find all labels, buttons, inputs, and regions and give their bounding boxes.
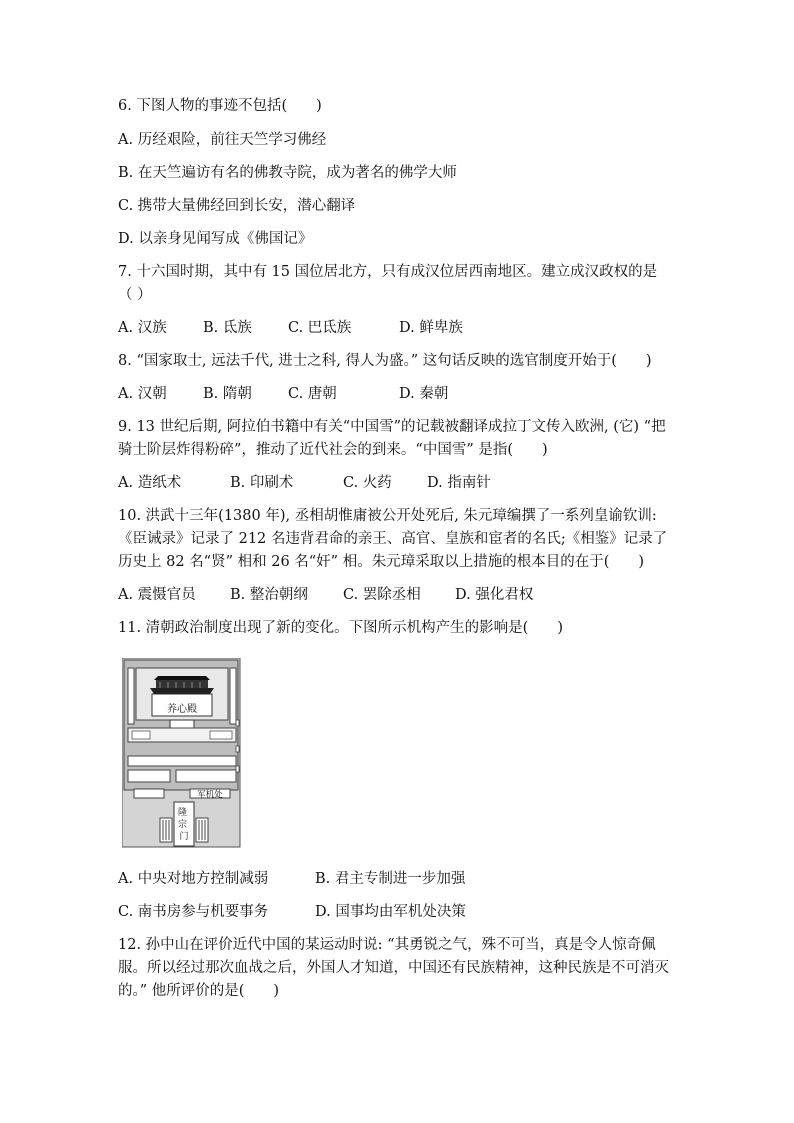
q8-option-d: D. 秦朝 (399, 386, 449, 402)
q12-stem-line1: 12. 孙中山在评价近代中国的某运动时说: “其勇锐之气，殊不可当，真是令人惊奇佩 (118, 937, 656, 953)
q11-stem: 11. 清朝政治制度出现了新的变化。下图所示机构产生的影响是( ) (118, 620, 563, 636)
hall-label: 养心殿 (167, 704, 197, 715)
q9-option-c: C. 火药 (343, 475, 392, 491)
q8-option-a: A. 汉朝 (118, 386, 167, 402)
palace-layout-svg (122, 658, 242, 848)
south-building (134, 789, 164, 798)
q8-option-c: C. 唐朝 (288, 386, 337, 402)
q6-option-a: A. 历经艰险，前往天竺学习佛经 (118, 132, 327, 148)
q6-stem: 6. 下图人物的事迹不包括( ) (118, 98, 322, 114)
q7-option-c: C. 巴氐族 (288, 320, 352, 336)
q11-option-c: C. 南书房参与机要事务 (118, 904, 269, 920)
gate-label-char1: 隆 (178, 808, 188, 818)
q8-stem: 8. “国家取士, 远法千代, 进士之科, 得人为盛。” 这句话反映的选官制度开始于( ) (118, 353, 652, 369)
long-building-2 (128, 770, 170, 782)
military-office-label: 军机处 (197, 790, 223, 800)
q9-option-d: D. 指南针 (427, 475, 491, 491)
hall-roof (150, 688, 214, 694)
svg-text:隆 宗 门 (178, 806, 190, 842)
hall-gate (170, 720, 194, 728)
long-building-1 (128, 756, 236, 766)
q8-option-b: B. 隋朝 (203, 386, 252, 402)
q7-option-a: A. 汉族 (118, 320, 167, 336)
gate-label-char3: 门 (179, 832, 189, 842)
q10-option-c: C. 罢除丞相 (343, 587, 421, 603)
q10-stem-line2: 《臣诫录》记录了 212 名违背君命的亲王、高官、皇族和宦者的名氏;《相鉴》记录了 (118, 531, 668, 547)
q10-stem-line3: 历史上 82 名“贤” 相和 26 名“奸” 相。朱元璋采取以上措施的根本目的在于( ) (118, 554, 645, 570)
q12-stem-line2: 服。所以经过那次血战之后，外国人才知道，中国还有民族精神，这种民族是不可消灭 (118, 960, 669, 976)
q10-option-a: A. 震慑官员 (118, 587, 196, 603)
q9-stem-line2: 骑士阶层炸得粉碎”，推动了近代社会的到来。“中国雪” 是指( ) (118, 442, 548, 458)
long-building-3 (176, 770, 236, 782)
q9-stem-line1: 9. 13 世纪后期, 阿拉伯书籍中有关“中国雪”的记载被翻译成拉丁文传入欧洲, (它) “把 (118, 419, 666, 435)
q9-option-b: B. 印刷术 (230, 475, 294, 491)
q7-stem-line1: 7. 十六国时期，其中有 15 国位居北方，只有成汉位居西南地区。建立成汉政权的是 (118, 264, 658, 280)
q9-option-a: A. 造纸术 (118, 475, 182, 491)
q6-option-d: D. 以亲身见闻写成《佛国记》 (118, 231, 313, 247)
q10-option-d: D. 强化君权 (455, 587, 534, 603)
q11-option-a: A. 中央对地方控制减弱 (118, 871, 269, 887)
q12-stem-line3: 的。” 他所评价的是( ) (118, 983, 280, 999)
q6-option-b: B. 在天竺遍访有名的佛教寺院，成为著名的佛学大师 (118, 165, 457, 181)
q11-option-b: B. 君主专制进一步加强 (315, 871, 466, 887)
q10-stem-line1: 10. 洪武十三年(1380 年), 丞相胡惟庸被公开处死后, 朱元璋编撰了一系列皇谕钦训: (118, 508, 657, 524)
gate-label-char2: 宗 (178, 820, 188, 830)
q6-option-c: C. 携带大量佛经回到长安，潜心翻译 (118, 198, 356, 214)
q7-option-b: B. 氐族 (203, 320, 252, 336)
q10-option-b: B. 整治朝纲 (230, 587, 308, 603)
q11-option-d: D. 国事均由军机处决策 (315, 904, 466, 920)
hall-roof-top (154, 676, 210, 680)
q7-option-d: D. 鲜卑族 (399, 320, 463, 336)
palace-layout-diagram (122, 658, 242, 848)
q7-stem-line2: （ ） (118, 287, 152, 303)
